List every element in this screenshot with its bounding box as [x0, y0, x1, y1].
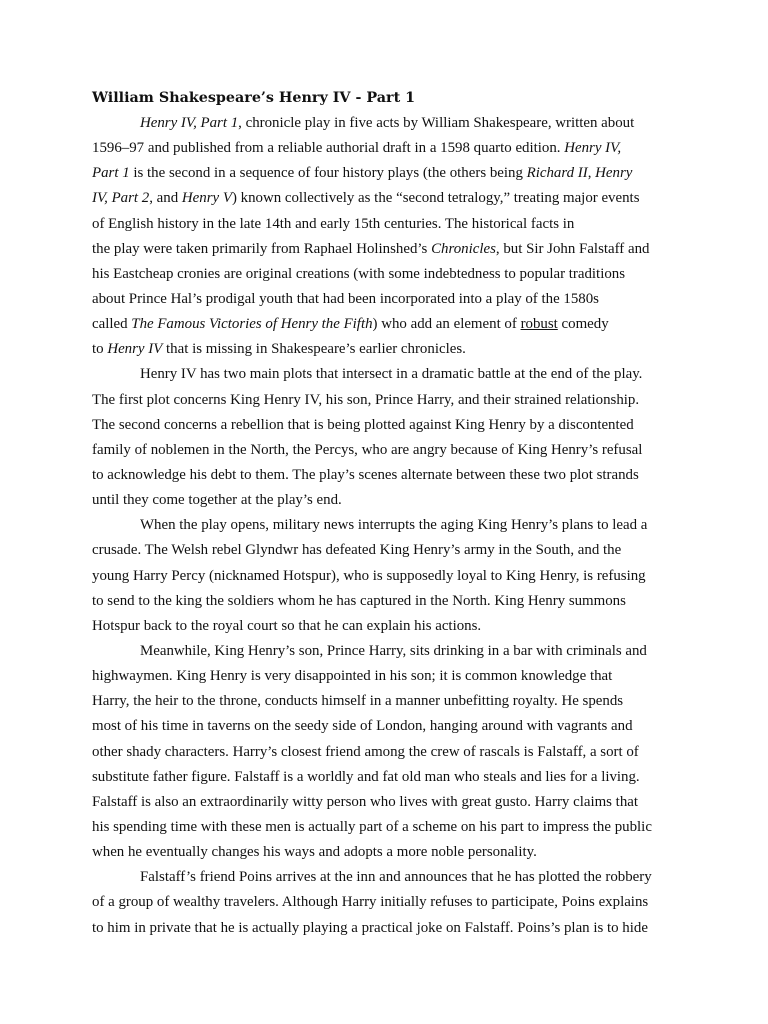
text-line: Harry, the heir to the throne, conducts himself in a manner unbefitting royalty. He spends [92, 693, 624, 710]
text-line: The first plot concerns King Henry IV, his son, Prince Harry, and their strained relationship. [92, 391, 640, 408]
text-line: young Harry Percy (nicknamed Hotspur), who is supposedly loyal to King Henry, is refusing [92, 567, 646, 584]
text-line: crusade. The Welsh rebel Glyndwr has defeated King Henry’s army in the South, and the [92, 542, 622, 559]
text-line: called The Famous Victories of Henry the Fifth) who add an element of robust comedy [92, 316, 609, 333]
text-line: to Henry IV that is missing in Shakespeare’s earlier chronicles. [92, 341, 466, 358]
text-line: the play were taken primarily from Raphael Holinshed’s Chronicles, but Sir John Falstaff and [92, 240, 650, 257]
text-line: highwaymen. King Henry is very disappointed in his son; it is common knowledge that [92, 668, 613, 685]
text-line: of English history in the late 14th and early 15th centuries. The historical facts in [92, 215, 575, 232]
text-line: Henry IV has two main plots that intersect in a dramatic battle at the end of the play. [140, 366, 643, 383]
text-line: to him in private that he is actually playing a practical joke on Falstaff. Poins’s plan is to hide [92, 919, 648, 936]
text-line: his Eastcheap cronies are original creations (with some indebtedness to popular traditions [92, 265, 626, 282]
text-line: Falstaff is also an extraordinarily witty person who lives with great gusto. Harry claims that [92, 793, 639, 810]
text-line: The second concerns a rebellion that is being plotted against King Henry by a discontented [92, 416, 634, 433]
text-line: Part 1 is the second in a sequence of four history plays (the others being Richard II, Henry [92, 165, 633, 182]
text-line: 1596–97 and published from a reliable authorial draft in a 1598 quarto edition. Henry IV, [92, 140, 622, 157]
text-line: Henry IV, Part 1, chronicle play in five acts by William Shakespeare, written about [140, 115, 635, 131]
text-line: IV, Part 2, and Henry V) known collectively as the “second tetralogy,” treating major events [92, 190, 640, 207]
text-line: family of noblemen in the North, the Percys, who are angry because of King Henry’s refusal [92, 441, 643, 458]
text-line: about Prince Hal’s prodigal youth that had been incorporated into a play of the 1580s [92, 290, 599, 307]
text-line: to send to the king the soldiers whom he has captured in the North. King Henry summons [92, 592, 626, 609]
text-line: of a group of wealthy travelers. Although Harry initially refuses to participate, Poins explains [92, 894, 649, 911]
text-line: Meanwhile, King Henry’s son, Prince Harry, sits drinking in a bar with criminals and [140, 642, 647, 659]
text-line: When the play opens, military news interrupts the aging King Henry’s plans to lead a [140, 517, 648, 534]
text-line: Hotspur back to the royal court so that he can explain his actions. [92, 617, 482, 634]
text-line: substitute father figure. Falstaff is a worldly and fat old man who steals and lies for a living. [92, 768, 640, 785]
document-page [92, 86, 682, 941]
document-body [92, 111, 682, 941]
text-line: until they come together at the play’s end. [92, 492, 342, 509]
text-line: other shady characters. Harry’s closest friend among the crew of rascals is Falstaff, a sort of [92, 743, 639, 760]
text-line: when he eventually changes his ways and adopts a more noble personality. [92, 844, 537, 861]
text-line: his spending time with these men is actually part of a scheme on his part to impress the public [92, 818, 652, 835]
text-line: most of his time in taverns on the seedy side of London, hanging around with vagrants and [92, 718, 633, 735]
text-line: Falstaff’s friend Poins arrives at the inn and announces that he has plotted the robbery [140, 869, 652, 886]
document-title: William Shakespeare’s Henry IV - Part 1 [92, 90, 416, 106]
text-line: to acknowledge his debt to them. The play’s scenes alternate between these two plot strands [92, 466, 639, 483]
